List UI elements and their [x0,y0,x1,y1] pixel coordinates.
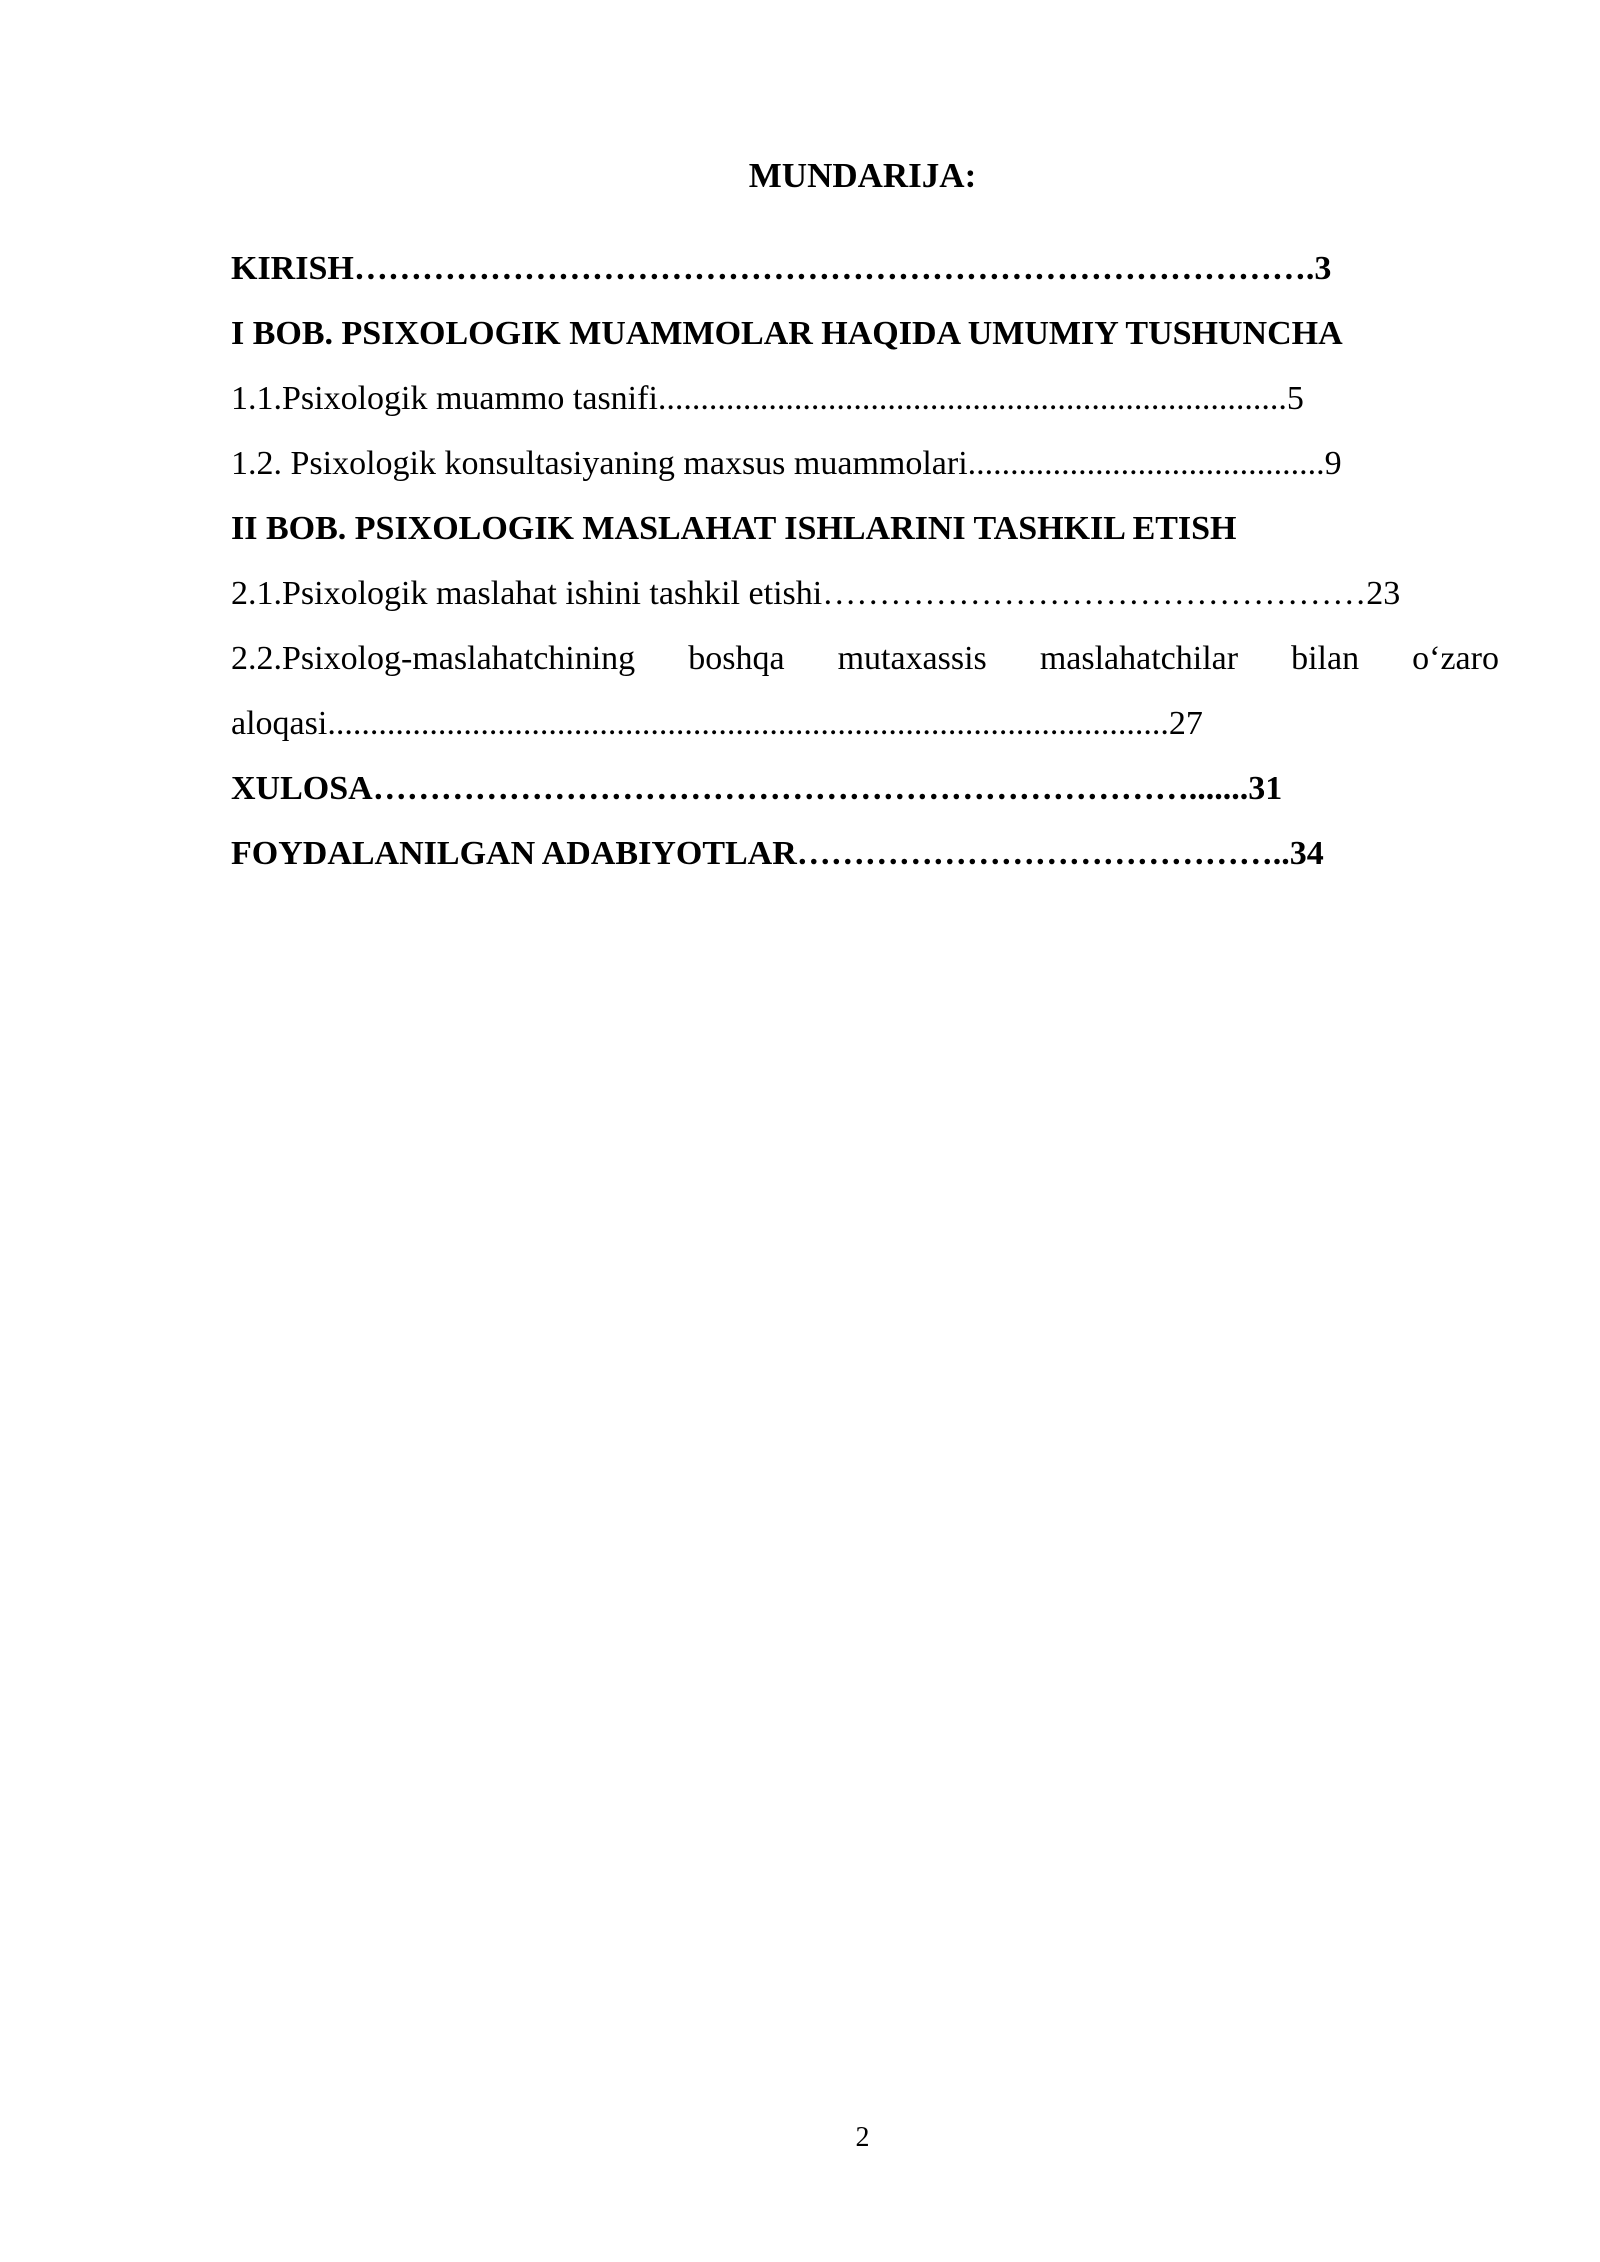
toc-entry-kirish[interactable] [231,240,1331,298]
toc-page-number: 3 [1314,250,1332,287]
toc-entry-word: 2.2.Psixolog-maslahatchining [231,640,636,677]
toc-page-number: 34 [1289,835,1324,872]
toc-page-number: 23 [1366,575,1401,612]
toc-chapter-1[interactable] [231,305,1343,363]
toc-entry-label: 2.1.Psixologik maslahat ishini tashkil etishi [231,575,823,612]
toc-entry-label: II BOB. PSIXOLOGIK MASLAHAT ISHLARINI TASHKIL ETISH [231,510,1237,547]
toc-entry-word: mutaxassis [837,640,987,677]
toc-entry-label: KIRISH [231,250,354,287]
toc-entry-word: o‘zaro [1412,640,1499,677]
toc-section-2-1[interactable] [231,565,1400,623]
toc-leader: .......................................... [967,445,1325,482]
toc-leader: ………………………………………………………………....... [372,770,1249,807]
toc-entry-label: aloqasi [231,705,328,742]
toc-leader: ………………………………………… [822,575,1367,612]
page-number: 2 [855,2122,870,2153]
toc-entry-word: maslahatchilar [1039,640,1239,677]
toc-page-number: 9 [1324,445,1342,482]
toc-entry-label: 1.2. Psixologik konsultasiyaning maxsus muammolari [231,445,968,482]
toc-leader: …………………………………………………………………………. [353,250,1315,287]
toc-page-number: 5 [1286,380,1304,417]
toc-entry-word: boshqa [688,640,785,677]
toc-section-1-2[interactable] [231,435,1342,493]
toc-entry-label: I BOB. PSIXOLOGIK MUAMMOLAR HAQIDA UMUMIY TUSHUNCHA [231,315,1343,352]
toc-leader: .......................................................................... [657,380,1287,417]
toc-entry-label: XULOSA [231,770,373,807]
toc-leader: …………………………………….. [796,835,1290,872]
toc-page-number: 27 [1168,705,1203,742]
toc-page-number: 31 [1248,770,1283,807]
toc-entry-xulosa[interactable] [231,760,1282,818]
page-title: MUNDARIJA: [748,156,977,195]
toc-section-1-1[interactable] [231,370,1304,428]
toc-leader: ................................................................................................... [327,705,1169,742]
toc-entry-references[interactable] [231,825,1324,883]
toc-entry-label: FOYDALANILGAN ADABIYOTLAR [231,835,797,872]
toc-section-2-2-line-1[interactable] [231,630,1499,688]
toc-section-2-2-line-2[interactable] [231,695,1203,753]
toc-chapter-2[interactable] [231,500,1237,558]
toc-entry-word: bilan [1291,640,1360,677]
toc-entry-label: 1.1.Psixologik muammo tasnifi [231,380,658,417]
